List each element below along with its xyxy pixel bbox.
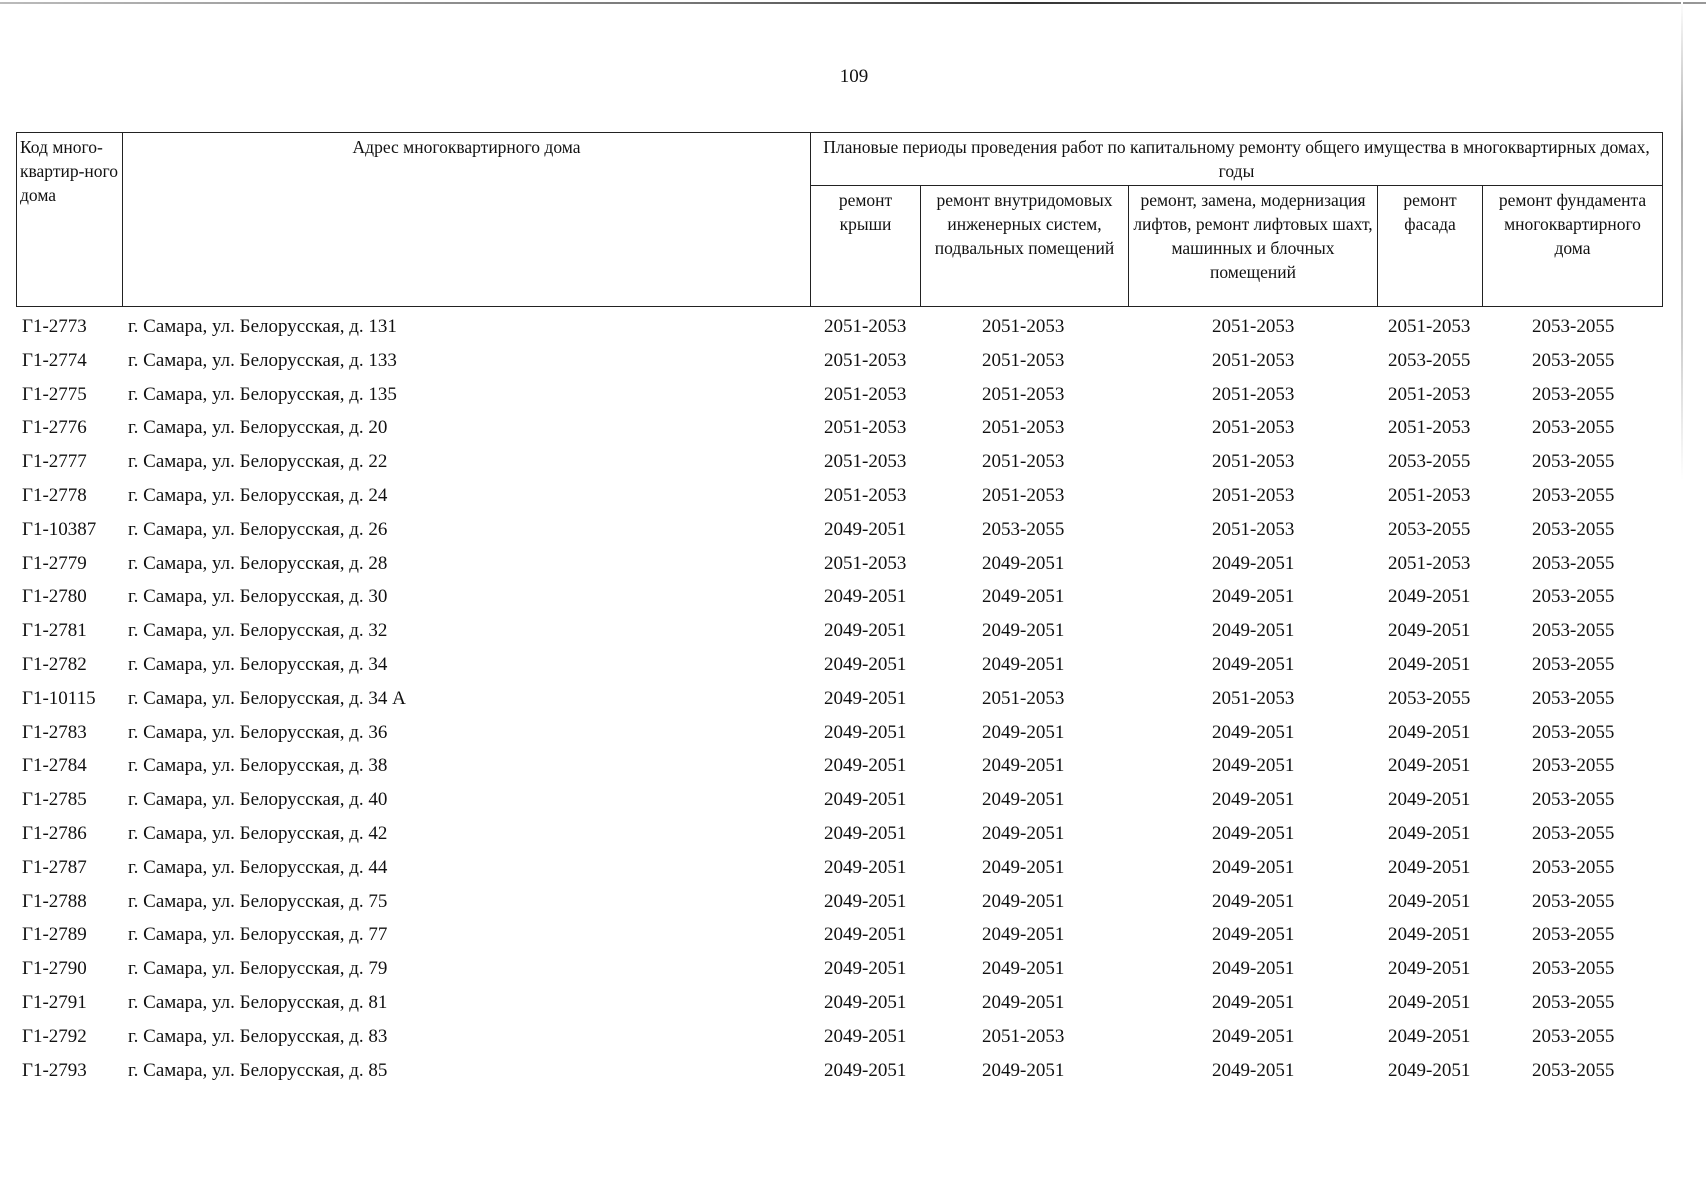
cell-lifts: 2049-2051 xyxy=(1212,822,1295,844)
cell-foundation: 2053-2055 xyxy=(1532,518,1615,540)
cell-facade: 2049-2051 xyxy=(1388,1025,1471,1047)
header-col-lifts: ремонт, замена, модернизация лифтов, ремонт лифтовых шахт, машинных и блочных помещений xyxy=(1129,186,1378,307)
cell-code: Г1-2773 xyxy=(22,316,87,337)
cell-foundation: 2053-2055 xyxy=(1532,755,1615,777)
cell-roof: 2051-2053 xyxy=(824,484,907,506)
cell-foundation: 2053-2055 xyxy=(1532,653,1615,675)
header-address: Адрес многоквартирного дома xyxy=(123,133,811,307)
cell-address: г. Самара, ул. Белорусская, д. 42 xyxy=(128,822,388,844)
cell-address: г. Самара, ул. Белорусская, д. 34 А xyxy=(128,687,406,709)
cell-roof: 2049-2051 xyxy=(824,890,907,912)
cell-foundation: 2053-2055 xyxy=(1532,552,1615,574)
cell-systems: 2049-2051 xyxy=(982,755,1065,777)
cell-systems: 2049-2051 xyxy=(982,789,1065,811)
cell-roof: 2049-2051 xyxy=(824,991,907,1013)
cell-lifts: 2049-2051 xyxy=(1212,1059,1295,1081)
cell-roof: 2049-2051 xyxy=(824,518,907,540)
cell-code: Г1-2791 xyxy=(22,991,87,1013)
cell-facade: 2049-2051 xyxy=(1388,958,1471,980)
table-row xyxy=(0,483,1706,517)
cell-systems: 2049-2051 xyxy=(982,856,1065,878)
cell-roof: 2049-2051 xyxy=(824,620,907,642)
cell-facade: 2049-2051 xyxy=(1388,653,1471,675)
table-row xyxy=(0,449,1706,483)
cell-code: Г1-2775 xyxy=(22,383,87,405)
cell-address: г. Самара, ул. Белорусская, д. 24 xyxy=(128,484,388,506)
cell-systems: 2049-2051 xyxy=(982,721,1065,743)
cell-foundation: 2053-2055 xyxy=(1532,687,1615,709)
table-row xyxy=(0,855,1706,889)
cell-lifts: 2049-2051 xyxy=(1212,856,1295,878)
cell-roof: 2051-2053 xyxy=(824,349,907,371)
cell-roof: 2049-2051 xyxy=(824,924,907,946)
cell-address: г. Самара, ул. Белорусская, д. 20 xyxy=(128,417,388,439)
cell-foundation: 2053-2055 xyxy=(1532,890,1615,912)
cell-foundation: 2053-2055 xyxy=(1532,316,1615,337)
cell-address: г. Самара, ул. Белорусская, д. 77 xyxy=(128,924,388,946)
cell-lifts: 2051-2053 xyxy=(1212,349,1295,371)
cell-systems: 2051-2053 xyxy=(982,687,1065,709)
cell-foundation: 2053-2055 xyxy=(1532,822,1615,844)
cell-systems: 2049-2051 xyxy=(982,653,1065,675)
cell-code: Г1-2777 xyxy=(22,451,87,473)
cell-facade: 2049-2051 xyxy=(1388,890,1471,912)
cell-lifts: 2051-2053 xyxy=(1212,518,1295,540)
cell-foundation: 2053-2055 xyxy=(1532,484,1615,506)
cell-code: Г1-2782 xyxy=(22,653,87,675)
cell-lifts: 2049-2051 xyxy=(1212,620,1295,642)
cell-roof: 2051-2053 xyxy=(824,417,907,439)
table-row xyxy=(0,686,1706,720)
table-row xyxy=(0,584,1706,618)
cell-lifts: 2049-2051 xyxy=(1212,552,1295,574)
header-table xyxy=(16,132,1663,307)
cell-address: г. Самара, ул. Белорусская, д. 26 xyxy=(128,518,388,540)
cell-facade: 2051-2053 xyxy=(1388,316,1471,337)
cell-foundation: 2053-2055 xyxy=(1532,856,1615,878)
cell-address: г. Самара, ул. Белорусская, д. 30 xyxy=(128,586,388,608)
cell-lifts: 2049-2051 xyxy=(1212,1025,1295,1047)
cell-lifts: 2049-2051 xyxy=(1212,958,1295,980)
cell-roof: 2049-2051 xyxy=(824,721,907,743)
cell-facade: 2053-2055 xyxy=(1388,687,1471,709)
cell-facade: 2053-2055 xyxy=(1388,349,1471,371)
cell-facade: 2051-2053 xyxy=(1388,417,1471,439)
cell-systems: 2051-2053 xyxy=(982,316,1065,337)
cell-systems: 2051-2053 xyxy=(982,1025,1065,1047)
cell-systems: 2049-2051 xyxy=(982,958,1065,980)
cell-address: г. Самара, ул. Белорусская, д. 81 xyxy=(128,991,388,1013)
table-row xyxy=(0,415,1706,449)
cell-lifts: 2049-2051 xyxy=(1212,924,1295,946)
cell-systems: 2049-2051 xyxy=(982,586,1065,608)
cell-code: Г1-2776 xyxy=(22,417,87,439)
cell-systems: 2051-2053 xyxy=(982,349,1065,371)
cell-roof: 2049-2051 xyxy=(824,1025,907,1047)
cell-facade: 2053-2055 xyxy=(1388,451,1471,473)
cell-address: г. Самара, ул. Белорусская, д. 83 xyxy=(128,1025,388,1047)
table-row xyxy=(0,753,1706,787)
cell-foundation: 2053-2055 xyxy=(1532,451,1615,473)
cell-address: г. Самара, ул. Белорусская, д. 34 xyxy=(128,653,388,675)
scan-top-border xyxy=(0,2,1706,4)
cell-roof: 2051-2053 xyxy=(824,383,907,405)
cell-code: Г1-2781 xyxy=(22,620,87,642)
table-row xyxy=(0,382,1706,416)
cell-code: Г1-2784 xyxy=(22,755,87,777)
cell-address: г. Самара, ул. Белорусская, д. 22 xyxy=(128,451,388,473)
cell-facade: 2049-2051 xyxy=(1388,755,1471,777)
cell-foundation: 2053-2055 xyxy=(1532,349,1615,371)
cell-facade: 2049-2051 xyxy=(1388,620,1471,642)
cell-lifts: 2051-2053 xyxy=(1212,417,1295,439)
cell-systems: 2051-2053 xyxy=(982,451,1065,473)
cell-foundation: 2053-2055 xyxy=(1532,586,1615,608)
cell-foundation: 2053-2055 xyxy=(1532,1025,1615,1047)
cell-address: г. Самара, ул. Белорусская, д. 40 xyxy=(128,789,388,811)
cell-lifts: 2051-2053 xyxy=(1212,316,1295,337)
cell-lifts: 2051-2053 xyxy=(1212,451,1295,473)
header-col-systems: ремонт внутридомовых инженерных систем, подвальных помещений xyxy=(921,186,1129,307)
table-row xyxy=(0,348,1706,382)
cell-code: Г1-2774 xyxy=(22,349,87,371)
table-row xyxy=(0,314,1706,348)
cell-address: г. Самара, ул. Белорусская, д. 135 xyxy=(128,383,397,405)
header-code: Код много-квартир-ного дома xyxy=(17,133,123,307)
cell-lifts: 2051-2053 xyxy=(1212,687,1295,709)
cell-facade: 2049-2051 xyxy=(1388,856,1471,878)
table-row xyxy=(0,517,1706,551)
cell-facade: 2051-2053 xyxy=(1388,552,1471,574)
cell-foundation: 2053-2055 xyxy=(1532,991,1615,1013)
cell-lifts: 2049-2051 xyxy=(1212,755,1295,777)
cell-foundation: 2053-2055 xyxy=(1532,383,1615,405)
table-row xyxy=(0,618,1706,652)
header-col-facade: ремонт фасада xyxy=(1378,186,1483,307)
header-col-roof: ремонт крыши xyxy=(811,186,921,307)
table-row xyxy=(0,1058,1706,1092)
cell-roof: 2049-2051 xyxy=(824,687,907,709)
cell-address: г. Самара, ул. Белорусская, д. 28 xyxy=(128,552,388,574)
cell-facade: 2049-2051 xyxy=(1388,991,1471,1013)
cell-systems: 2049-2051 xyxy=(982,890,1065,912)
cell-foundation: 2053-2055 xyxy=(1532,789,1615,811)
cell-address: г. Самара, ул. Белорусская, д. 44 xyxy=(128,856,388,878)
cell-systems: 2049-2051 xyxy=(982,822,1065,844)
table-row xyxy=(0,990,1706,1024)
cell-roof: 2049-2051 xyxy=(824,822,907,844)
cell-lifts: 2049-2051 xyxy=(1212,991,1295,1013)
cell-lifts: 2051-2053 xyxy=(1212,484,1295,506)
cell-lifts: 2049-2051 xyxy=(1212,721,1295,743)
cell-code: Г1-2792 xyxy=(22,1025,87,1047)
cell-roof: 2051-2053 xyxy=(824,552,907,574)
cell-code: Г1-10115 xyxy=(22,687,96,709)
cell-roof: 2049-2051 xyxy=(824,1059,907,1081)
cell-systems: 2049-2051 xyxy=(982,620,1065,642)
cell-roof: 2049-2051 xyxy=(824,586,907,608)
cell-address: г. Самара, ул. Белорусская, д. 36 xyxy=(128,721,388,743)
cell-foundation: 2053-2055 xyxy=(1532,721,1615,743)
cell-systems: 2049-2051 xyxy=(982,552,1065,574)
cell-code: Г1-2793 xyxy=(22,1059,87,1081)
table-row xyxy=(0,956,1706,990)
cell-facade: 2051-2053 xyxy=(1388,484,1471,506)
cell-roof: 2049-2051 xyxy=(824,789,907,811)
cell-foundation: 2053-2055 xyxy=(1532,958,1615,980)
cell-roof: 2049-2051 xyxy=(824,856,907,878)
cell-code: Г1-2783 xyxy=(22,721,87,743)
table-row xyxy=(0,922,1706,956)
cell-facade: 2049-2051 xyxy=(1388,789,1471,811)
cell-systems: 2049-2051 xyxy=(982,1059,1065,1081)
cell-facade: 2049-2051 xyxy=(1388,1059,1471,1081)
table-row xyxy=(0,821,1706,855)
cell-lifts: 2049-2051 xyxy=(1212,789,1295,811)
cell-foundation: 2053-2055 xyxy=(1532,417,1615,439)
data-rows xyxy=(0,314,1706,1091)
cell-foundation: 2053-2055 xyxy=(1532,1059,1615,1081)
cell-roof: 2051-2053 xyxy=(824,451,907,473)
cell-address: г. Самара, ул. Белорусская, д. 131 xyxy=(128,316,397,337)
cell-lifts: 2049-2051 xyxy=(1212,586,1295,608)
cell-facade: 2053-2055 xyxy=(1388,518,1471,540)
cell-address: г. Самара, ул. Белорусская, д. 38 xyxy=(128,755,388,777)
cell-address: г. Самара, ул. Белорусская, д. 133 xyxy=(128,349,397,371)
cell-roof: 2049-2051 xyxy=(824,653,907,675)
cell-code: Г1-2780 xyxy=(22,586,87,608)
cell-code: Г1-2786 xyxy=(22,822,87,844)
cell-systems: 2053-2055 xyxy=(982,518,1065,540)
cell-facade: 2049-2051 xyxy=(1388,721,1471,743)
cell-systems: 2049-2051 xyxy=(982,991,1065,1013)
table-row xyxy=(0,652,1706,686)
cell-address: г. Самара, ул. Белорусская, д. 85 xyxy=(128,1059,388,1081)
cell-address: г. Самара, ул. Белорусская, д. 32 xyxy=(128,620,388,642)
cell-foundation: 2053-2055 xyxy=(1532,620,1615,642)
cell-code: Г1-2789 xyxy=(22,924,87,946)
cell-facade: 2049-2051 xyxy=(1388,586,1471,608)
header-col-foundation: ремонт фундамента многоквартирного дома xyxy=(1483,186,1663,307)
cell-roof: 2049-2051 xyxy=(824,755,907,777)
cell-systems: 2051-2053 xyxy=(982,484,1065,506)
cell-code: Г1-2785 xyxy=(22,789,87,811)
table-row xyxy=(0,1024,1706,1058)
cell-code: Г1-10387 xyxy=(22,518,97,540)
cell-code: Г1-2790 xyxy=(22,958,87,980)
cell-code: Г1-2787 xyxy=(22,856,87,878)
cell-code: Г1-2778 xyxy=(22,484,87,506)
page-number: 109 xyxy=(839,66,869,87)
cell-address: г. Самара, ул. Белорусская, д. 75 xyxy=(128,890,388,912)
table-row xyxy=(0,889,1706,923)
table-row xyxy=(0,551,1706,585)
header-periods-title: Плановые периоды проведения работ по капитальному ремонту общего имущества в многоквартирных домах, годы xyxy=(811,133,1663,186)
cell-lifts: 2051-2053 xyxy=(1212,383,1295,405)
cell-facade: 2049-2051 xyxy=(1388,924,1471,946)
cell-code: Г1-2788 xyxy=(22,890,87,912)
cell-lifts: 2049-2051 xyxy=(1212,653,1295,675)
cell-roof: 2051-2053 xyxy=(824,316,907,337)
cell-roof: 2049-2051 xyxy=(824,958,907,980)
cell-facade: 2051-2053 xyxy=(1388,383,1471,405)
cell-systems: 2051-2053 xyxy=(982,383,1065,405)
cell-facade: 2049-2051 xyxy=(1388,822,1471,844)
cell-code: Г1-2779 xyxy=(22,552,87,574)
table-row xyxy=(0,720,1706,754)
cell-systems: 2051-2053 xyxy=(982,417,1065,439)
cell-address: г. Самара, ул. Белорусская, д. 79 xyxy=(128,958,388,980)
cell-systems: 2049-2051 xyxy=(982,924,1065,946)
table-row xyxy=(0,787,1706,821)
cell-foundation: 2053-2055 xyxy=(1532,924,1615,946)
cell-lifts: 2049-2051 xyxy=(1212,890,1295,912)
